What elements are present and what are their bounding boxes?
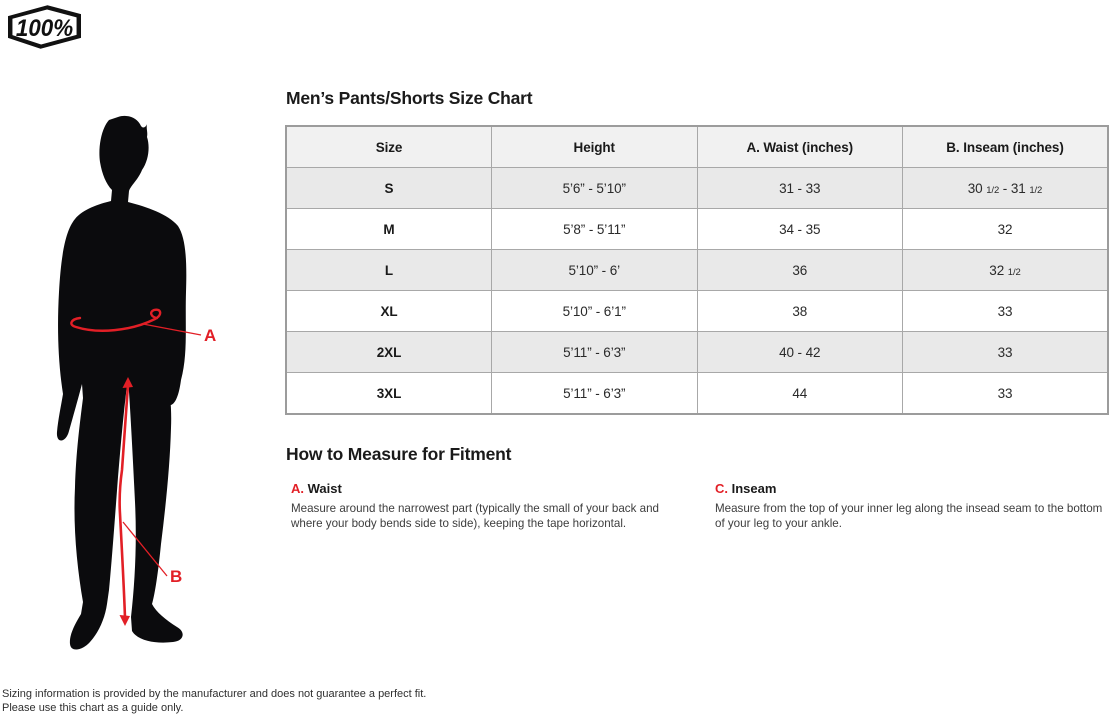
size-figure-illustration: [25, 112, 225, 667]
cell-waist: 38: [697, 291, 903, 332]
cell-height: 5’6” - 5’10”: [492, 168, 698, 209]
cell-inseam: [903, 332, 1109, 373]
measure-heading: How to Measure for Fitment: [286, 444, 512, 464]
cell-inseam: [903, 373, 1109, 415]
table-row: [286, 332, 1108, 373]
cell-height: 5’11” - 6’3”: [492, 373, 698, 415]
cell-size: XL: [286, 291, 492, 332]
waist-label-a: A: [204, 326, 217, 345]
cell-height: 5’10” - 6’1”: [492, 291, 698, 332]
cell-size: L: [286, 250, 492, 291]
inseam-value: - 31: [999, 180, 1030, 196]
cell-waist: 44: [697, 373, 903, 415]
cell-waist: 40 - 42: [697, 332, 903, 373]
measure-name-inseam: Inseam: [731, 481, 777, 496]
cell-size: 2XL: [286, 332, 492, 373]
cell-height: 5’11” - 6’3”: [492, 332, 698, 373]
table-row: [286, 373, 1108, 415]
cell-size: 3XL: [286, 373, 492, 415]
cell-waist: 36: [697, 250, 903, 291]
measure-item-waist: [291, 481, 683, 531]
fraction-text: 1/2: [1029, 184, 1043, 196]
size-chart-title: Men’s Pants/Shorts Size Chart: [286, 88, 533, 108]
inseam-value: 30: [967, 180, 987, 196]
measure-item-inseam: [715, 481, 1103, 531]
cell-inseam: [903, 291, 1109, 332]
table-row: [286, 209, 1108, 250]
measure-key-c: C.: [715, 481, 728, 496]
cell-inseam: [903, 168, 1109, 209]
disclaimer-line-2: Please use this chart as a guide only.: [2, 702, 184, 714]
measure-text-waist: Measure around the narrowest part (typically the small of your back and where your body bends side to side), keeping the tape horizontal.: [291, 502, 659, 530]
table-row: [286, 168, 1108, 209]
cell-size: M: [286, 209, 492, 250]
inseam-arrow-bottom: [120, 615, 131, 626]
sizing-disclaimer: [2, 687, 426, 715]
inseam-value: 32: [989, 262, 1008, 278]
cell-inseam: [903, 209, 1109, 250]
measure-item-title: [715, 481, 1103, 496]
inseam-value: 33: [997, 385, 1013, 401]
table-row: [286, 250, 1108, 291]
column-header: Height: [492, 126, 698, 168]
inseam-label-b: B: [170, 567, 183, 586]
column-header: Size: [286, 126, 492, 168]
cell-waist: 34 - 35: [697, 209, 903, 250]
inseam-value: 33: [997, 303, 1013, 319]
cell-height: 5’10” - 6’: [492, 250, 698, 291]
size-table: [285, 125, 1109, 415]
column-header: B. Inseam (inches): [903, 126, 1109, 168]
cell-size: S: [286, 168, 492, 209]
cell-height: 5’8” - 5’11”: [492, 209, 698, 250]
table-row: [286, 291, 1108, 332]
logo-text: 100%: [15, 15, 74, 42]
size-table-body: [286, 168, 1108, 415]
measure-item-title: [291, 481, 683, 496]
inseam-value: 32: [997, 221, 1013, 237]
cell-inseam: [903, 250, 1109, 291]
column-header: A. Waist (inches): [697, 126, 903, 168]
brand-logo-100percent: [8, 5, 81, 49]
fraction-text: 1/2: [1007, 266, 1021, 278]
cell-waist: 31 - 33: [697, 168, 903, 209]
measure-key-a: A.: [291, 481, 304, 496]
disclaimer-line-1: Sizing information is provided by the manufacturer and does not guarantee a perfect fit.: [2, 688, 427, 700]
fraction-text: 1/2: [986, 184, 1000, 196]
size-table-header: [286, 126, 1108, 168]
measure-name-waist: Waist: [307, 481, 342, 496]
measure-text-inseam: Measure from the top of your inner leg along the insead seam to the bottom of your leg to your ankle.: [715, 502, 1103, 530]
inseam-value: 33: [997, 344, 1013, 360]
